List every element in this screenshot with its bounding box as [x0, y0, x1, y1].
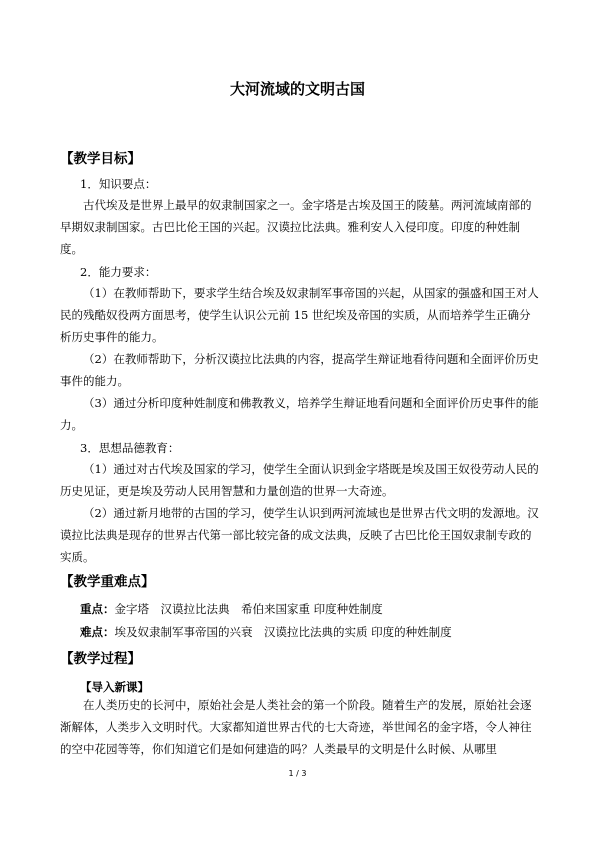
knowledge-points-text: 古代埃及是世界上最早的奴隶制国家之一。金字塔是古埃及国王的陵墓。两河流域南部的早期奴隶制国家。古巴比伦王国的兴起。汉谟拉比法典。雅利安人入侵印度。印度的种姓制度。	[60, 198, 532, 256]
difficult-label: 难点：	[80, 625, 115, 639]
difficult-text: 埃及奴隶制军事帝国的兴衰 汉谟拉比法典的实质 印度的种姓制度	[114, 625, 452, 639]
objectives-heading: 【教学目标】	[60, 151, 141, 167]
key-text: 金字塔 汉谟拉比法典 希伯来国家重 印度种姓制度	[114, 602, 383, 616]
knowledge-points-title: 1．知识要点：	[80, 177, 157, 191]
ability-paragraph-3: （3）通过分析印度种姓制度和佛教教义，培养学生辩证地看问题和全面评价历史事件的能力。	[60, 396, 539, 432]
process-heading: 【教学过程】	[60, 651, 141, 667]
moral-paragraph-2: （2）通过新月地带的古国的学习，使学生认识到两河流域也是世界古代文明的发源地。汉谟拉比法典是现存的世界古代第一部比较完备的成文法典，反映了古巴比伦王国奴隶制专政的实质。	[60, 506, 539, 564]
ability-title: 2．能力要求：	[80, 265, 157, 279]
moral-education-title: 3．思想品德教育：	[80, 441, 180, 455]
page-number: 1 / 3	[288, 769, 307, 778]
moral-paragraph-1: （1）通过对古代埃及国家的学习，使学生全面认识到金字塔既是埃及国王奴役劳动人民的历史见证，更是埃及劳动人民用智慧和力量创造的世界一大奇迹。	[60, 462, 539, 498]
difficult-points-line	[80, 624, 452, 640]
ability-paragraph-1: （1）在教师帮助下，要求学生结合埃及奴隶制军事帝国的兴起，从国家的强盛和国王对人民的残酷奴役两方面思考，使学生认识公元前 15 世纪埃及帝国的实质，从而培养学生正确分析历史事件的能力。	[60, 286, 539, 344]
key-points-line	[80, 601, 383, 617]
key-label: 重点：	[80, 602, 115, 616]
keypoints-heading: 【教学重难点】	[60, 574, 155, 590]
intro-text: 在人类历史的长河中，原始社会是人类社会的第一个阶段。随着生产的发展，原始社会逐渐解体，人类步入文明时代。大家都知道世界古代的七大奇迹，举世闻名的金字塔，令人神往的空中花园等等，你们知道它们是如何建造的吗？人类最早的文明是什么时候、从哪里	[60, 698, 532, 756]
document-title: 大河流域的文明古国	[229, 80, 365, 98]
ability-paragraph-2: （2）在教师帮助下，分析汉谟拉比法典的内容，提高学生辩证地看待问题和全面评价历史事件的能力。	[60, 352, 539, 388]
intro-heading: 【导入新课】	[80, 680, 149, 694]
